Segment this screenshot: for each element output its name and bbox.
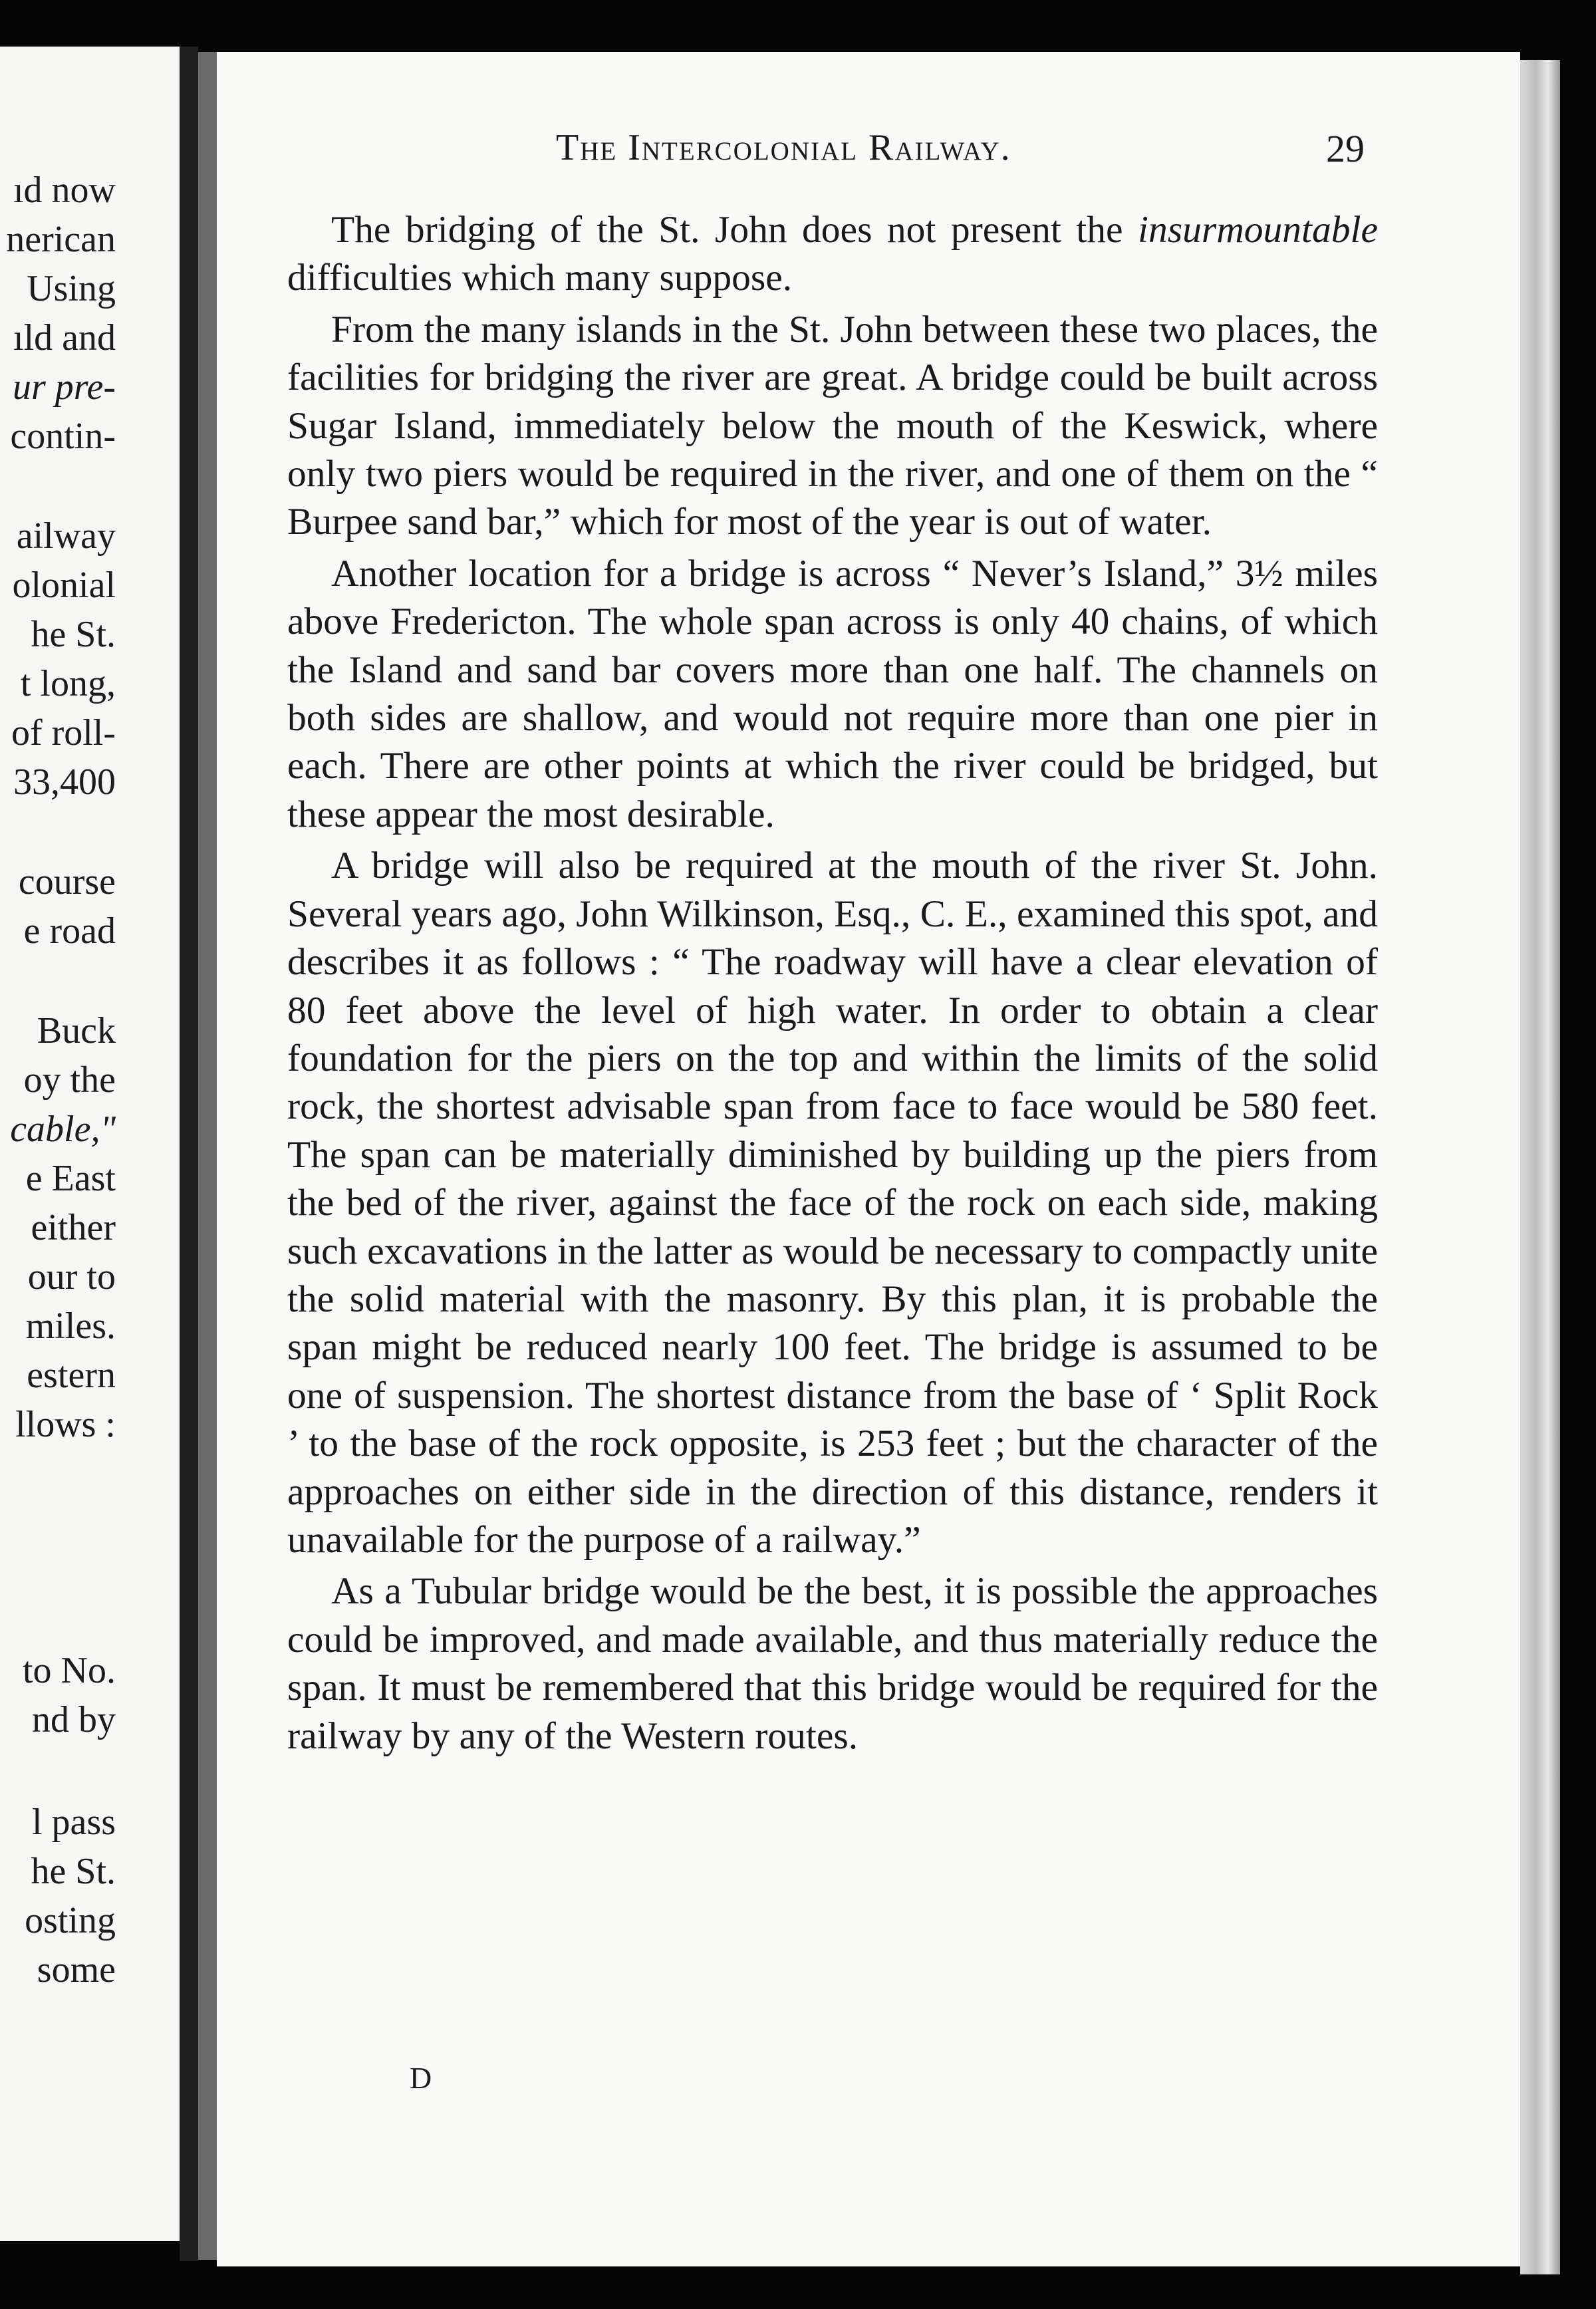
facing-page-line-fragment: ıld and <box>13 317 116 358</box>
binding-gutter <box>180 47 198 2261</box>
paragraph: As a Tubular bridge would be the best, it is possible the approaches could be improved, and made available, and thus materially reduce the span. It must be remembered that this bridge would be required for the railway by any of the Western routes. <box>287 1570 1378 1757</box>
facing-page-line-fragment: he St. <box>31 614 116 655</box>
facing-page-line-fragment: nerican <box>6 219 116 260</box>
facing-page-line-fragment: olonial <box>12 565 116 606</box>
facing-page-line-fragment: osting <box>25 1900 116 1941</box>
body-text <box>287 206 1378 1764</box>
facing-page-line-fragment: he St. <box>31 1851 116 1892</box>
facing-page-line-fragment: nd by <box>32 1699 116 1740</box>
facing-page-line-fragment: e East <box>25 1158 116 1199</box>
facing-page-line-fragment: l pass <box>32 1802 116 1843</box>
paragraph: Another location for a bridge is across “ Never’s Island,” 3½ miles above Fredericton. The whole span across is only 40 chains, of which the Island and sand bar covers more than one half. The channels on both sides are shallow, and would not require more than one pier in each. There are other points at which the river could be bridged, but these appear the most desirable. <box>287 552 1378 835</box>
paragraph: The bridging of the St. John does not present the insurmountable difficulties which many suppose. <box>287 209 1378 299</box>
facing-page-line-fragment: ur pre- <box>12 366 116 408</box>
facing-page-line-fragment: oy the <box>23 1059 116 1101</box>
facing-page-line-fragment: Using <box>27 268 116 309</box>
facing-page-line-fragment: Buck <box>37 1010 116 1051</box>
paragraph: A bridge will also be required at the mouth of the river St. John. Several years ago, John Wilkinson, Esq., C. E., examined this spot, and describes it as follows : “ The roadway will have a clear elevation of 80 feet above the level of high water. In order to obtain a clear foundation for the piers on the top and within the limits of the solid rock, the shortest advisable span from face to face would be 580 feet. The span can be materially diminished by building up the piers from the bed of the river, against the face of the rock on each side, making such excavations in the latter as would be necessary to compactly unite the solid material with the masonry. By this plan, it is probable the span might be reduced nearly 100 feet. The bridge is assumed to be one of suspension. The shortest distance from the base of ‘ Split Rock ’ to the base of the rock opposite, is 253 feet ; but the character of the approaches on either side in the direction of this distance, renders it unavailable for the purpose of a railway.” <box>287 845 1378 1561</box>
paragraph: From the many islands in the St. John between these two places, the facilities for bridging the river are great. A bridge could be built across Sugar Island, immediately below the mouth of the Keswick, where only two piers would be required in the river, and one of them on the “ Burpee sand bar,” which for most of the year is out of water. <box>287 308 1378 543</box>
running-title: The Intercolonial Railway. <box>556 127 1011 168</box>
facing-page-line-fragment: ıd now <box>13 170 116 211</box>
facing-page-line-fragment: e road <box>23 910 116 952</box>
facing-page-line-fragment: course <box>18 861 116 902</box>
facing-page-line-fragment: miles. <box>25 1305 116 1347</box>
running-head <box>217 126 1520 186</box>
page-number: 29 <box>1326 127 1365 170</box>
italic-emphasis: insurmountable <box>1138 209 1378 251</box>
book-page-29 <box>217 52 1520 2266</box>
facing-page-left <box>0 47 180 2241</box>
facing-page-line-fragment: some <box>37 1949 116 1990</box>
facing-page-line-fragment: of roll- <box>11 712 116 753</box>
facing-page-line-fragment: contin- <box>10 416 116 457</box>
facing-page-line-fragment: 33,400 <box>13 761 116 803</box>
signature-mark: D <box>410 2061 432 2095</box>
facing-page-line-fragment: llows : <box>15 1404 116 1445</box>
page-edges <box>1520 60 1560 2274</box>
facing-page-line-fragment: t long, <box>20 663 116 704</box>
page-shadow-strip <box>198 52 218 2260</box>
facing-page-line-fragment: our to <box>27 1256 116 1297</box>
facing-page-line-fragment: to No. <box>23 1650 116 1691</box>
facing-page-line-fragment: ailway <box>16 515 116 557</box>
facing-page-line-fragment: cable," <box>10 1109 116 1150</box>
facing-page-line-fragment: estern <box>27 1355 116 1396</box>
facing-page-line-fragment: either <box>31 1207 116 1248</box>
